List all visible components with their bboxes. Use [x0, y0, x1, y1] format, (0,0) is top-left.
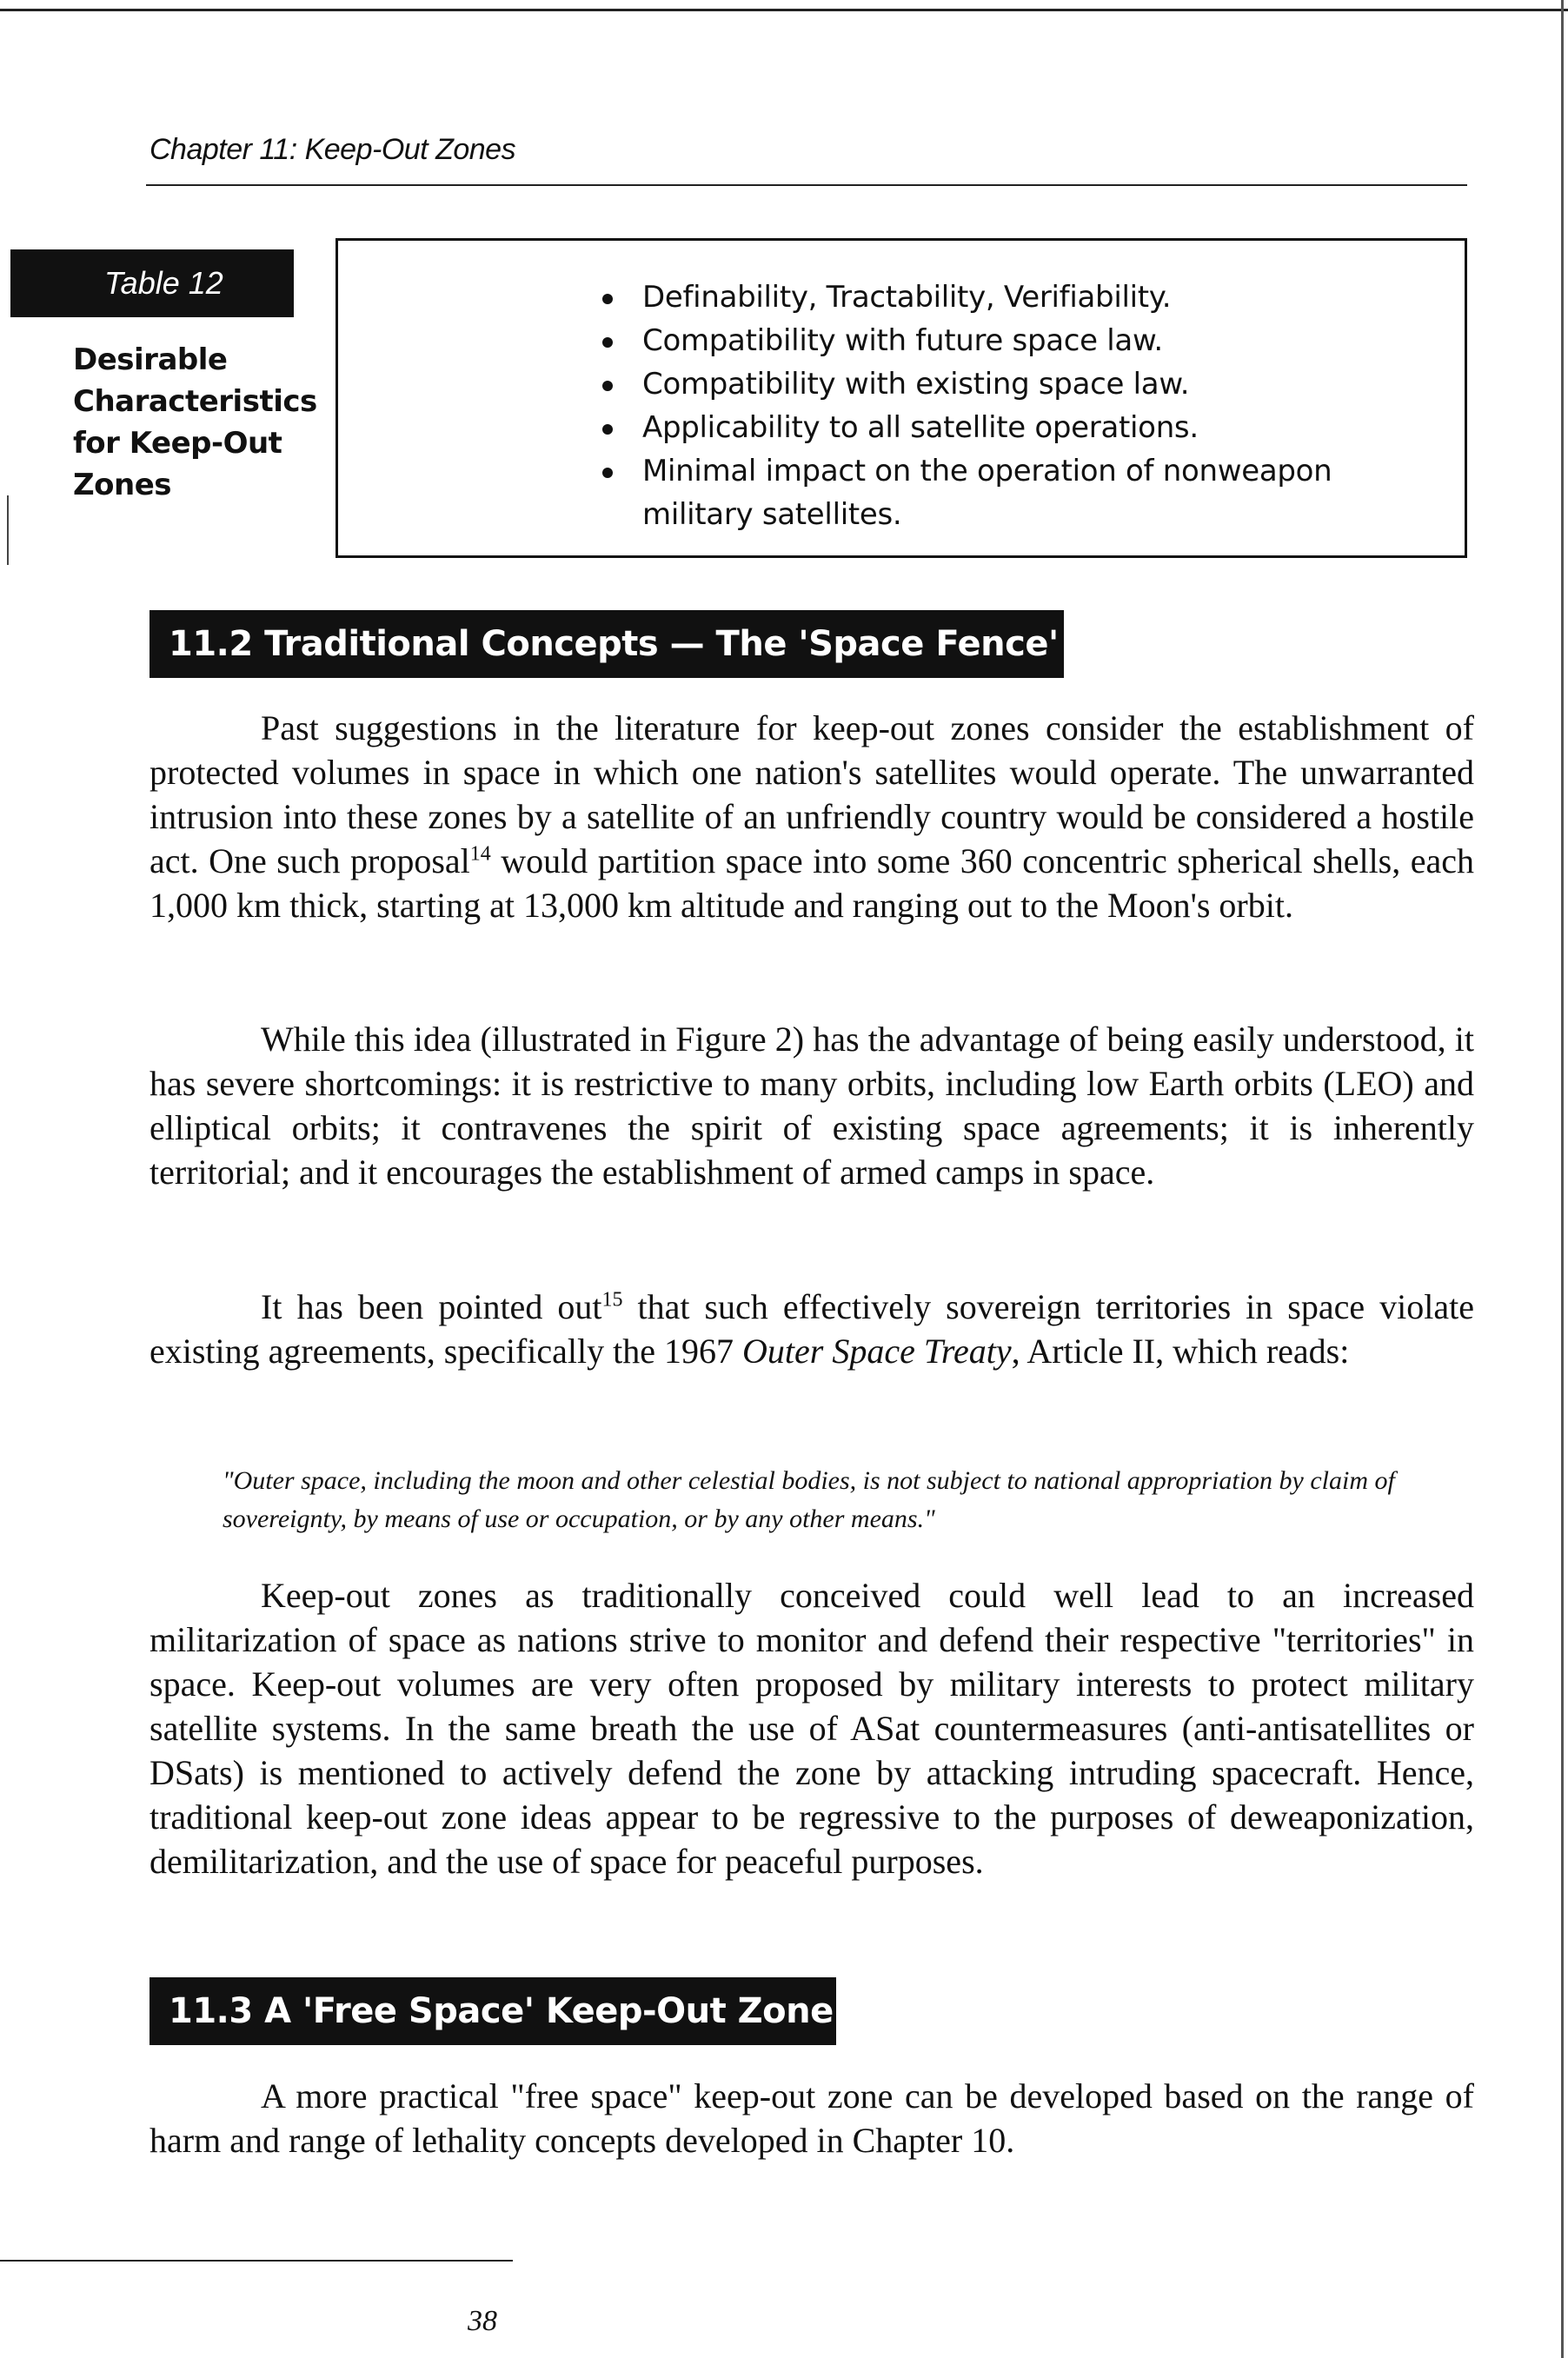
- paragraph-text: that such effectively sovereign territories in space violate existing agreements, specifically the 1967: [149, 1287, 1474, 1371]
- paragraph: While this idea (illustrated in Figure 2) has the advantage of being easily understood, it has severe shortcomings: it is restrictive to many orbits, including low Earth orbits (LEO) and elliptical orbits; it contravenes the spirit of existing space agreements; it is inherently territorial; and it encourages the establishment of armed camps in space.: [149, 1020, 1474, 1192]
- top-rule: [0, 9, 1568, 11]
- table-box: [336, 238, 1467, 558]
- list-item: Definability, Tractability, Verifiability.: [599, 276, 1451, 319]
- footnote-ref: 14: [469, 842, 491, 866]
- list-item: Minimal impact on the operation of nonweapon military satellites.: [599, 449, 1451, 536]
- table-label: Table 12: [10, 249, 294, 317]
- section-heading-11-2: 11.2 Traditional Concepts — The 'Space Fence': [149, 610, 1064, 678]
- paragraph-text: would partition space into some 360 concentric spherical shells, each 1,000 km thick, starting at 13,000 km altitude and ranging out to the Moon's orbit.: [149, 841, 1474, 925]
- table-caption-line: for Keep-Out: [73, 426, 282, 461]
- paragraph-text: , Article II, which reads:: [1011, 1332, 1350, 1371]
- running-head: Chapter 11: Keep-Out Zones: [149, 133, 516, 166]
- treaty-quote: "Outer space, including the moon and other celestial bodies, is not subject to national appropriation by claim of sovereignty, by means of use or occupation, or by any other means.": [223, 1466, 1395, 1533]
- right-rule: [1561, 0, 1564, 2358]
- table-caption-line: Characteristics: [73, 384, 317, 419]
- treaty-title: Outer Space Treaty: [742, 1332, 1012, 1371]
- footer-rule: [0, 2260, 513, 2262]
- footnote-ref: 15: [601, 1288, 623, 1312]
- section-heading-11-3: 11.3 A 'Free Space' Keep-Out Zone: [149, 1977, 836, 2045]
- header-rule: [146, 184, 1467, 186]
- margin-mark: [7, 495, 9, 565]
- paragraph-text: It has been pointed out: [261, 1287, 602, 1326]
- list-item: Applicability to all satellite operations.: [599, 406, 1451, 449]
- table-caption-line: Desirable: [73, 342, 228, 377]
- list-item: Compatibility with existing space law.: [599, 362, 1451, 406]
- paragraph-text: Past suggestions in the literature for keep-out zones consider the establishment of protected volumes in space in which one nation's satellites would operate. The unwarranted intrusion into these zones by a satellite of an unfriendly country would be considered a hostile act. One such proposal: [149, 708, 1474, 880]
- list-item: Compatibility with future space law.: [599, 319, 1451, 362]
- paragraph: [149, 706, 1474, 927]
- paragraph: Keep-out zones as traditionally conceived could well lead to an increased militarization of space as nations strive to monitor and defend their respective "territories" in space. Keep-out volumes are very often proposed by military interests to protect military satellite systems. In the same breath the use of ASat countermeasures (anti-antisatellites or DSats) is mentioned to actively defend the zone by attacking intruding spacecraft. Hence, traditional keep-out zone ideas appear to be regressive to the purposes of deweaponization, demilitarization, and the use of space for peaceful purposes.: [149, 1576, 1474, 1881]
- table-caption: [73, 339, 325, 506]
- table-caption-line: Zones: [73, 468, 172, 502]
- characteristics-list: [599, 241, 1451, 536]
- page-number: 38: [468, 2305, 497, 2337]
- paragraph: [149, 1285, 1474, 1373]
- paragraph: A more practical "free space" keep-out zone can be developed based on the range of harm and range of lethality concepts developed in Chapter 10.: [149, 2076, 1474, 2160]
